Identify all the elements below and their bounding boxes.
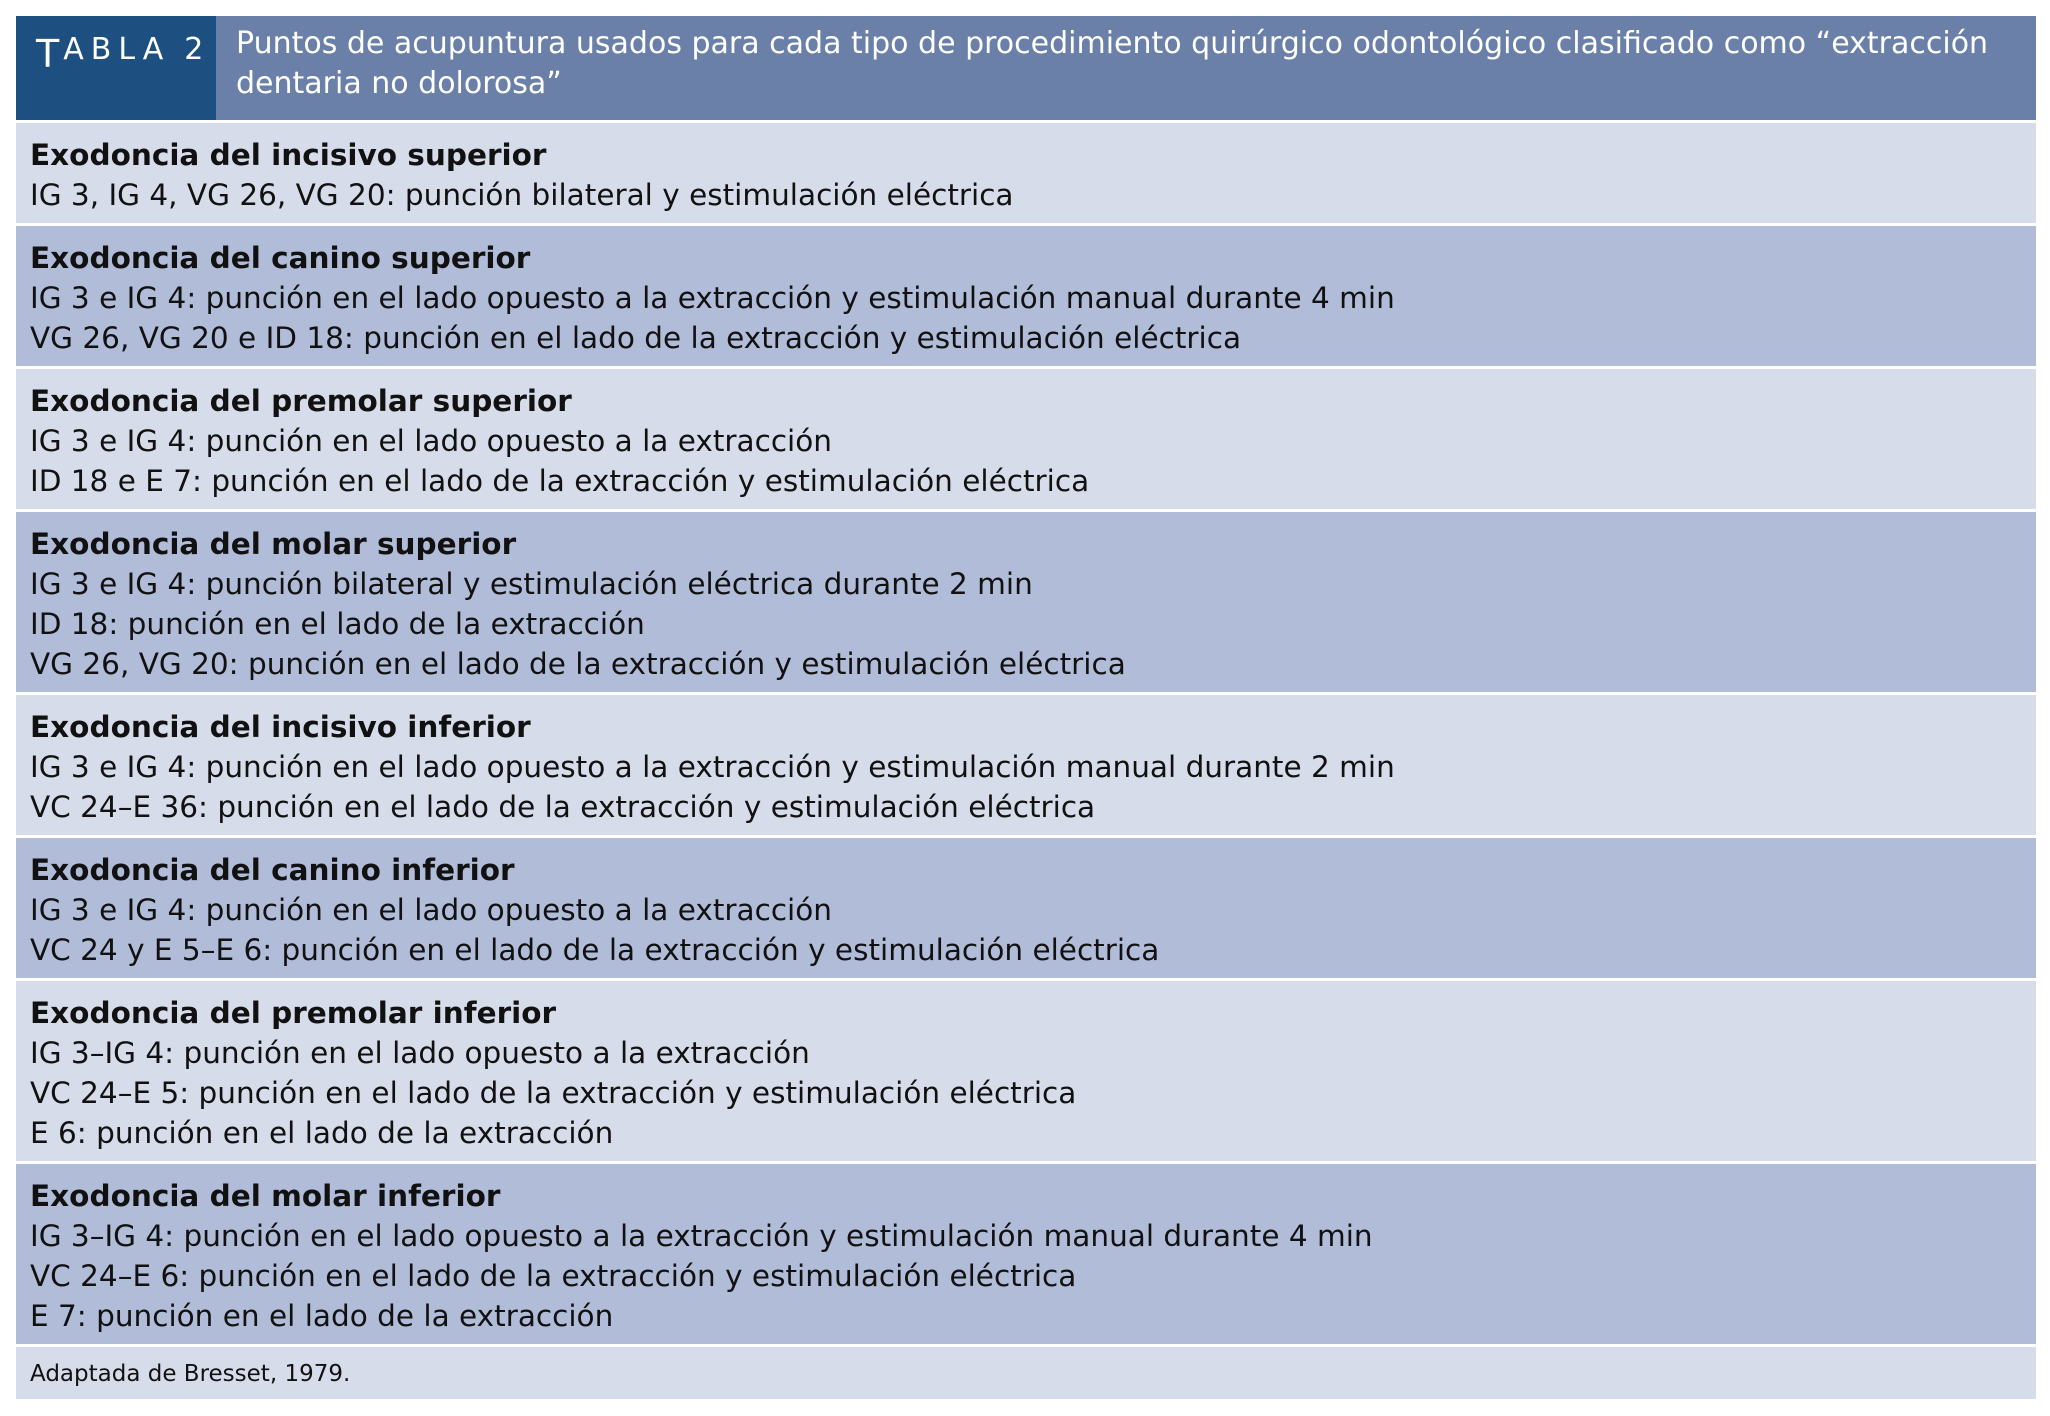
row-line: IG 3 e IG 4: punción en el lado opuesto a la extracción	[30, 424, 832, 458]
row-line: VC 24–E 36: punción en el lado de la extracción y estimulación eléctrica	[30, 790, 1096, 824]
row-line: IG 3 e IG 4: punción en el lado opuesto a la extracción y estimulación manual durante 4 min	[30, 281, 1395, 315]
table-label-number: 2	[184, 32, 211, 67]
row-title: Exodoncia del canino inferior	[30, 853, 515, 887]
row-line: VC 24–E 5: punción en el lado de la extracción y estimulación eléctrica	[30, 1076, 1077, 1110]
row-line: ID 18 e E 7: punción en el lado de la extracción y estimulación eléctrica	[30, 464, 1090, 498]
row-line: IG 3–IG 4: punción en el lado opuesto a la extracción	[30, 1036, 810, 1070]
row-line: IG 3 e IG 4: punción bilateral y estimulación eléctrica durante 2 min	[30, 567, 1033, 601]
table-row	[16, 226, 2036, 366]
row-line: VG 26, VG 20 e ID 18: punción en el lado de la extracción y estimulación eléctrica	[30, 321, 1242, 355]
table-label-initial: T	[36, 32, 64, 76]
table-header	[16, 16, 2036, 120]
table-row	[16, 838, 2036, 978]
row-title: Exodoncia del premolar inferior	[30, 996, 557, 1030]
row-line: IG 3 e IG 4: punción en el lado opuesto a la extracción y estimulación manual durante 2 min	[30, 750, 1395, 784]
row-title: Exodoncia del molar inferior	[30, 1179, 501, 1213]
table-body	[16, 123, 2036, 1344]
table-row	[16, 1164, 2036, 1344]
row-line: VC 24–E 6: punción en el lado de la extracción y estimulación eléctrica	[30, 1259, 1077, 1293]
table-row	[16, 369, 2036, 509]
table-footnote: Adaptada de Bresset, 1979.	[16, 1347, 2036, 1399]
row-line: VG 26, VG 20: punción en el lado de la extracción y estimulación eléctrica	[30, 647, 1126, 681]
row-line: ID 18: punción en el lado de la extracción	[30, 607, 645, 641]
row-title: Exodoncia del incisivo superior	[30, 138, 547, 172]
table-row	[16, 695, 2036, 835]
row-line: E 7: punción en el lado de la extracción	[30, 1299, 614, 1333]
row-line: IG 3 e IG 4: punción en el lado opuesto a la extracción	[30, 893, 832, 927]
row-line: E 6: punción en el lado de la extracción	[30, 1116, 614, 1150]
row-line: IG 3–IG 4: punción en el lado opuesto a la extracción y estimulación manual durante 4 min	[30, 1219, 1373, 1253]
row-title: Exodoncia del incisivo inferior	[30, 710, 531, 744]
table-row	[16, 123, 2036, 223]
table-title: Puntos de acupuntura usados para cada tipo de procedimiento quirúrgico odontológico clasificado como “extracción dentaria no dolorosa”	[236, 26, 1989, 101]
table-row	[16, 981, 2036, 1161]
row-title: Exodoncia del premolar superior	[30, 384, 572, 418]
table-container	[16, 16, 2036, 1399]
row-line: VC 24 y E 5–E 6: punción en el lado de la extracción y estimulación eléctrica	[30, 933, 1160, 967]
table-label	[16, 16, 216, 120]
table-row	[16, 512, 2036, 692]
row-line: IG 3, IG 4, VG 26, VG 20: punción bilateral y estimulación eléctrica	[30, 178, 1014, 212]
row-title: Exodoncia del molar superior	[30, 527, 517, 561]
table-label-word: ABLA	[63, 32, 171, 67]
row-title: Exodoncia del canino superior	[30, 241, 531, 275]
